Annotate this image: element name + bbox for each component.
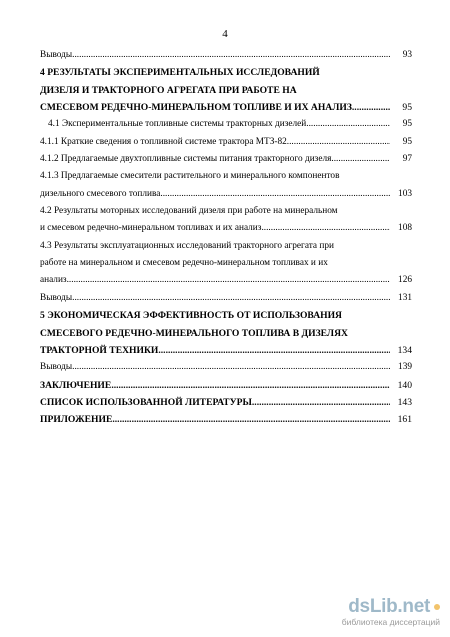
toc-page-number: 95 bbox=[402, 102, 412, 114]
toc-entry bbox=[40, 377, 412, 394]
toc-leader-dots bbox=[287, 134, 390, 151]
toc-entry-title-line: СМЕСЕВОГО РЕДЕЧНО-МИНЕРАЛЬНОГО ТОПЛИВА В ДИЗЕЛЯХ bbox=[40, 327, 348, 339]
toc-entry-title-line: 5 ЭКОНОМИЧЕСКАЯ ЭФФЕКТИВНОСТЬ ОТ ИСПОЛЬЗОВАНИЯ bbox=[40, 310, 342, 322]
toc-entry bbox=[40, 151, 412, 168]
toc-entry-title-line: 4.1.3 Предлагаемые смесители растительного и минерального компонентов bbox=[40, 171, 340, 182]
toc-entry bbox=[40, 307, 412, 359]
toc-leader-dots bbox=[261, 220, 390, 237]
toc-page-number: 103 bbox=[398, 188, 412, 199]
toc-entry bbox=[40, 168, 412, 203]
toc-entry-title-line: 4.3 Результаты эксплуатационных исследований тракторного агрегата при bbox=[40, 240, 334, 251]
watermark-logo: dsLib.net bbox=[348, 596, 430, 617]
toc-entry-title: ТРАКТОРНОЙ ТЕХНИКИ bbox=[40, 344, 159, 356]
toc-page-number: 97 bbox=[402, 154, 412, 165]
toc-page-number: 108 bbox=[398, 223, 412, 234]
toc-page-number: 93 bbox=[402, 50, 412, 60]
toc-entry bbox=[40, 394, 412, 411]
toc-page-number: 95 bbox=[402, 136, 412, 147]
toc-page-number: 139 bbox=[398, 362, 412, 373]
toc-leader-dots bbox=[72, 47, 390, 64]
toc-page-number: 131 bbox=[398, 292, 412, 303]
toc-leader-dots bbox=[306, 116, 390, 133]
toc-leader-dots bbox=[67, 272, 390, 289]
toc-entry-title: и смесевом редечно-минеральном топливах и их анализ bbox=[40, 223, 262, 234]
toc-page-number: 126 bbox=[398, 275, 412, 286]
toc-entry-title: 4.1 Экспериментальные топливные системы тракторных дизелей bbox=[48, 119, 307, 130]
toc-leader-dots bbox=[112, 411, 390, 428]
table-of-contents bbox=[40, 47, 412, 429]
toc-entry-title: ПРИЛОЖЕНИЕ bbox=[40, 414, 113, 426]
toc-leader-dots bbox=[352, 99, 390, 116]
toc-page-number: 134 bbox=[397, 344, 412, 356]
toc-leader-dots bbox=[111, 377, 390, 394]
toc-page-number: 140 bbox=[397, 379, 412, 391]
toc-entry bbox=[40, 47, 412, 64]
toc-entry-title-line: 4 РЕЗУЛЬТАТЫ ЭКСПЕРИМЕНТАЛЬНЫХ ИССЛЕДОВАНИЙ bbox=[40, 67, 320, 79]
toc-entry-title: СПИСОК ИСПОЛЬЗОВАННОЙ ЛИТЕРАТУРЫ bbox=[40, 396, 252, 408]
toc-entry-title: дизельного смесевого топлива bbox=[40, 188, 161, 199]
toc-leader-dots bbox=[252, 394, 390, 411]
toc-entry bbox=[40, 359, 412, 376]
watermark-subtitle: библиотека диссертаций bbox=[341, 617, 440, 627]
toc-entry-title: 4.1.2 Предлагаемые двухтопливные системы питания тракторного дизеля bbox=[40, 154, 332, 165]
toc-entry-title: Выводы bbox=[40, 292, 73, 303]
toc-entry bbox=[40, 411, 412, 428]
toc-entry-title: Выводы bbox=[40, 50, 73, 60]
toc-entry bbox=[40, 64, 412, 116]
watermark bbox=[320, 596, 440, 627]
watermark-dot-icon bbox=[434, 604, 440, 610]
toc-entry bbox=[40, 116, 412, 133]
toc-leader-dots bbox=[72, 290, 390, 307]
toc-entry bbox=[40, 290, 412, 307]
toc-entry-title-line: работе на минеральном и смесевом редечно-минеральном топливах и их bbox=[40, 258, 328, 269]
toc-page-number: 143 bbox=[397, 396, 412, 408]
toc-entry-title-line: ДИЗЕЛЯ И ТРАКТОРНОГО АГРЕГАТА ПРИ РАБОТЕ НА bbox=[40, 84, 297, 96]
toc-entry-title: Выводы bbox=[40, 362, 73, 373]
toc-entry-title: 4.1.1 Краткие сведения о топливной системе трактора МТЗ-82 bbox=[40, 136, 287, 147]
page-number: 4 bbox=[222, 28, 228, 40]
toc-entry-title: анализ bbox=[40, 275, 67, 286]
toc-entry-title: ЗАКЛЮЧЕНИЕ bbox=[40, 379, 112, 391]
toc-leader-dots bbox=[331, 151, 390, 168]
toc-leader-dots bbox=[158, 342, 390, 359]
toc-page-number: 95 bbox=[402, 119, 412, 130]
toc-entry bbox=[40, 134, 412, 151]
toc-leader-dots bbox=[72, 359, 390, 376]
toc-entry-title: СМЕСЕВОМ РЕДЕЧНО-МИНЕРАЛЬНОМ ТОПЛИВЕ И ИХ АНАЛИЗ bbox=[40, 102, 352, 114]
toc-entry bbox=[40, 238, 412, 290]
toc-entry bbox=[40, 203, 412, 238]
toc-leader-dots bbox=[160, 186, 390, 203]
toc-entry-title-line: 4.2 Результаты моторных исследований дизеля при работе на минеральном bbox=[40, 206, 338, 217]
toc-page-number: 161 bbox=[397, 414, 412, 426]
